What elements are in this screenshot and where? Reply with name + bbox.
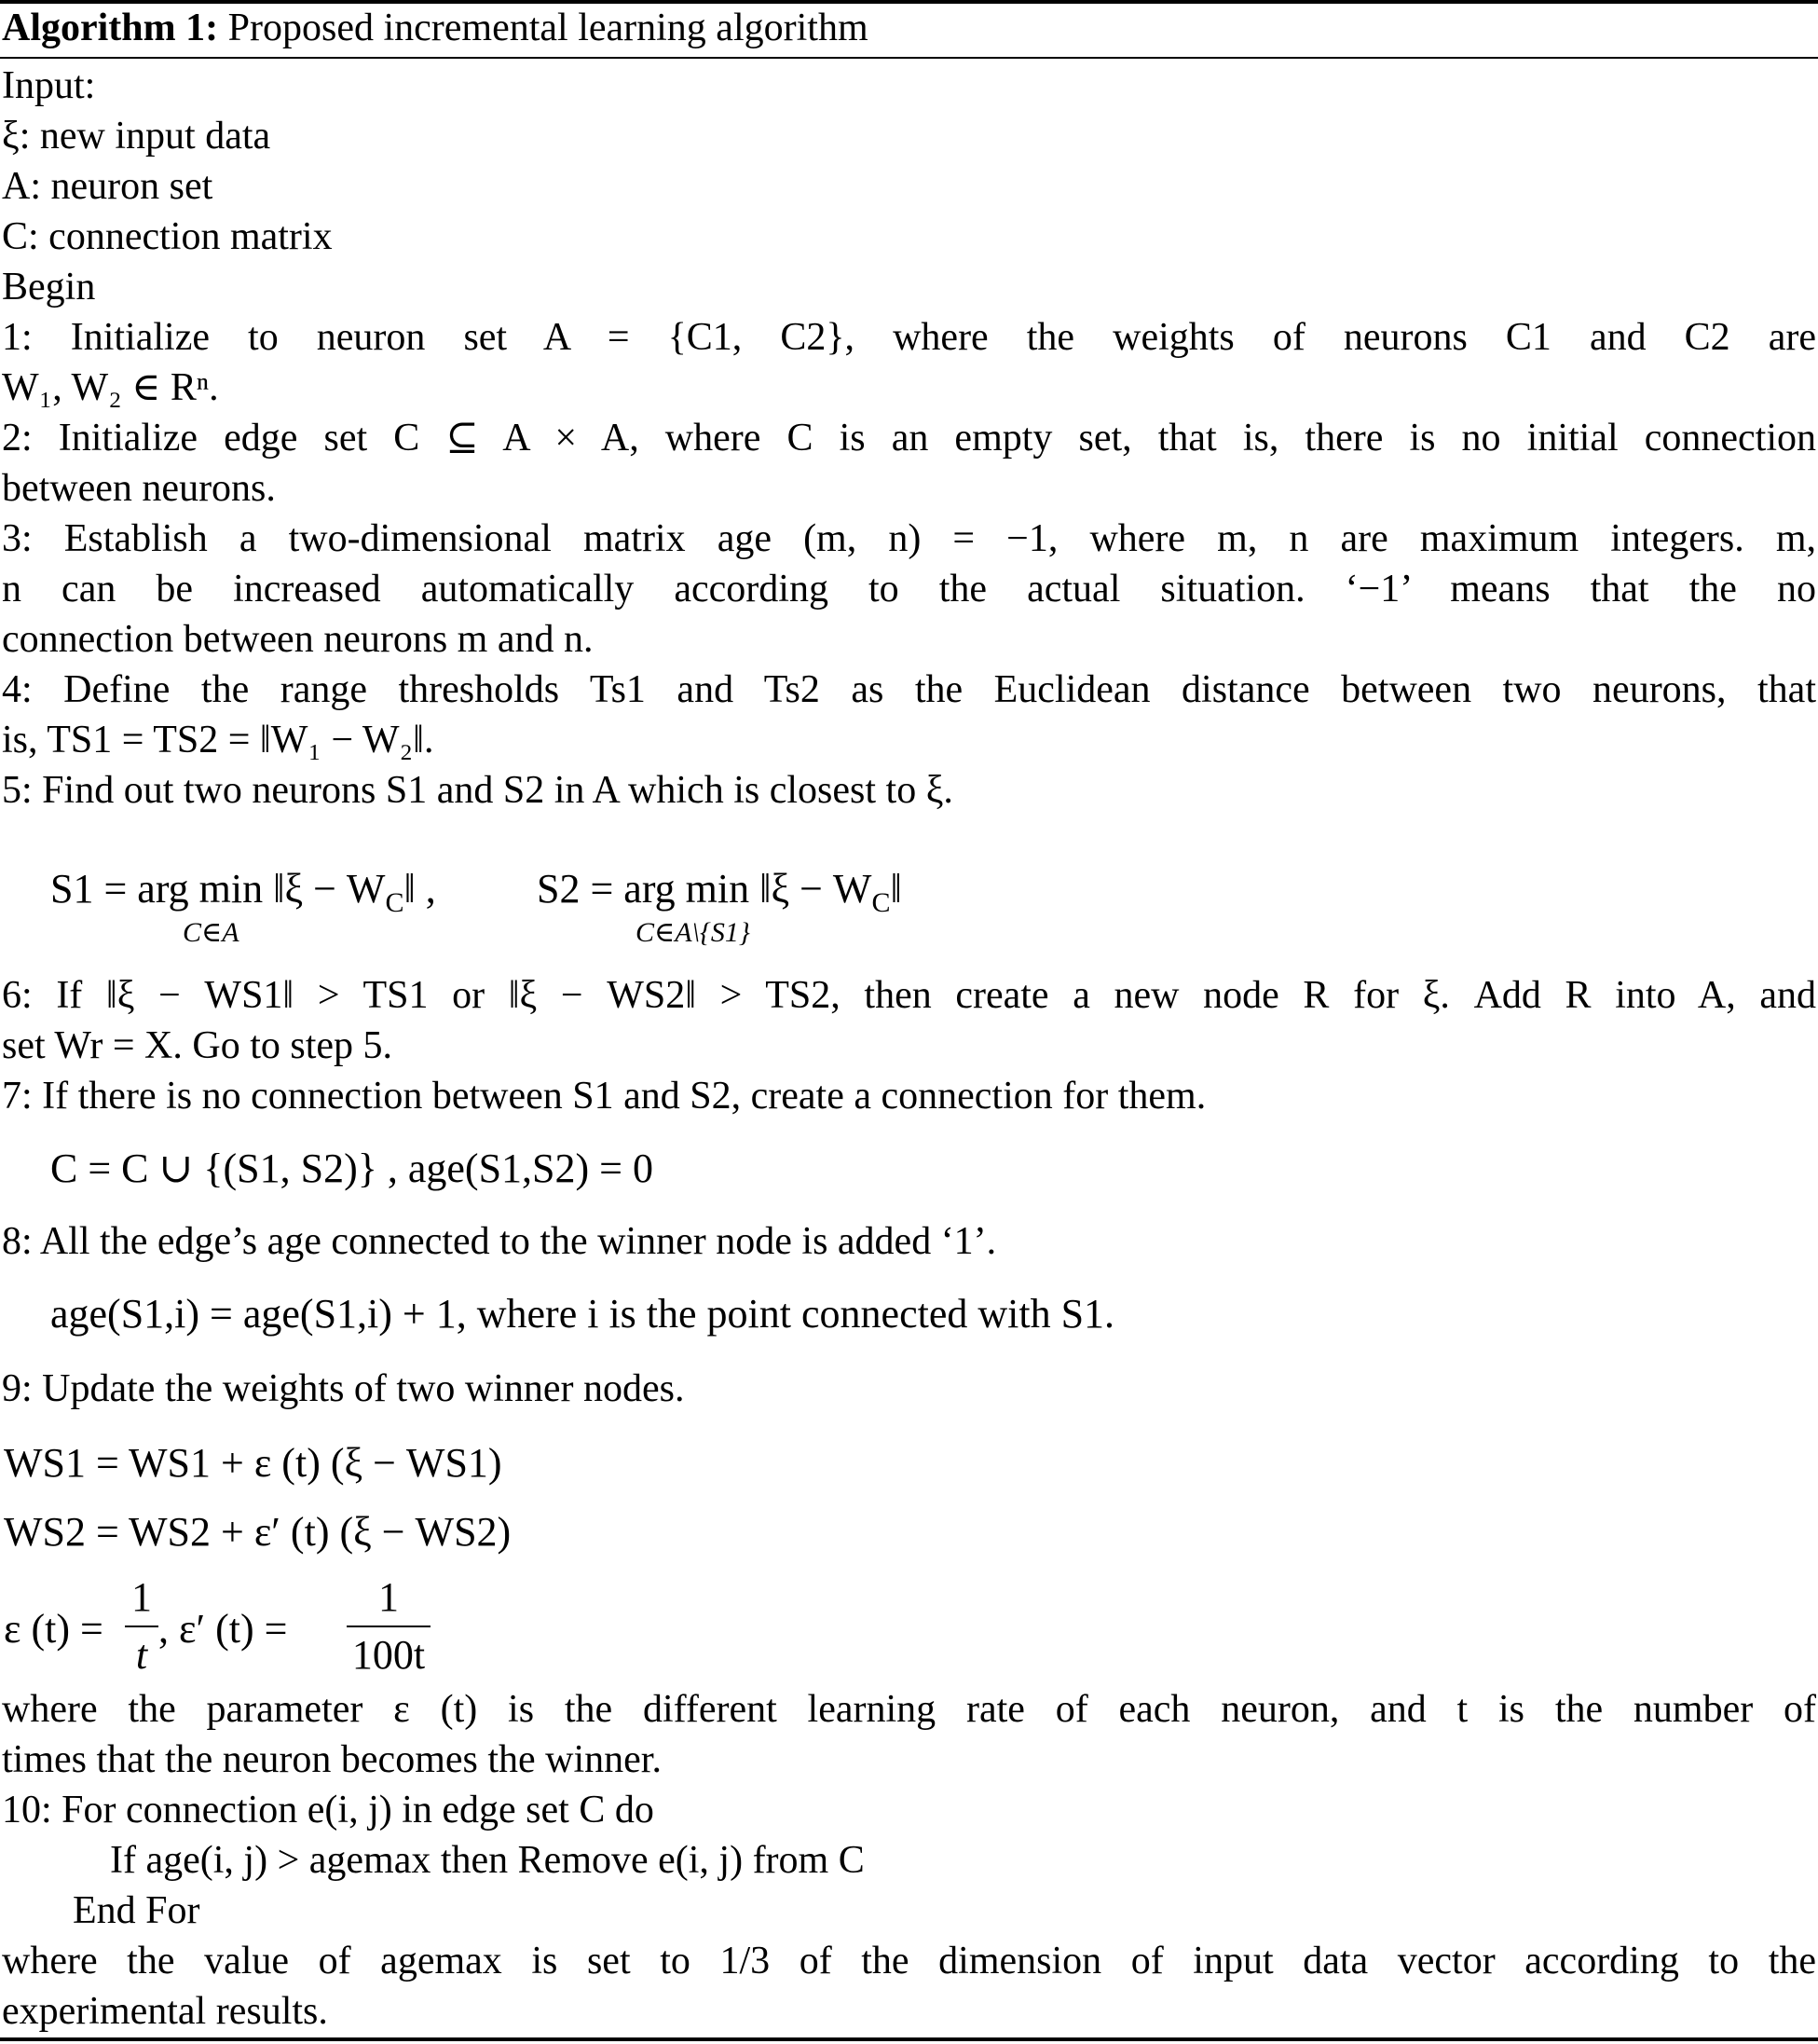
eq-s2-sub: C <box>871 886 891 918</box>
input-label: Input: <box>2 64 96 107</box>
step-3-line-3: connection between neurons m and n. <box>2 618 594 661</box>
step-10-if: If age(i, j) > agemax then Remove e(i, j) from C <box>110 1839 865 1882</box>
step-2-line-1: 2: Initialize edge set C ⊆ A × A, where C is an empty set, that is, there is no initial connection <box>2 417 1816 460</box>
step-2-line-2: between neurons. <box>2 467 276 510</box>
step-5: 5: Find out two neurons S1 and S2 in A which is closest to ξ. <box>2 769 953 812</box>
algorithm-title <box>2 6 868 50</box>
bottom-rule <box>0 2037 1818 2041</box>
step-4-line-1: 4: Define the range thresholds Ts1 and Ts2 as the Euclidean distance between two neurons, that <box>2 668 1816 711</box>
step-1-line-2: W₁, W₂ ∈ Rⁿ. <box>2 366 219 409</box>
equation-s2-subscript: C∈A\{S1} <box>636 917 750 948</box>
final-note-line-1: where the value of agemax is set to 1/3 of the dimension of input data vector according to the <box>2 1940 1816 1982</box>
eq-s1-main: S1 = arg min ‖ξ − W <box>50 866 386 912</box>
step-6-line-1: 6: If ‖ξ − WS1‖ > TS1 or ‖ξ − WS2‖ > TS2, then create a new node R for ξ. Add R into A, and <box>2 974 1816 1017</box>
fraction-1-denominator: t <box>135 1632 148 1678</box>
equation-step-8: age(S1,i) = age(S1,i) + 1, where i is the point connected with S1. <box>50 1291 1115 1337</box>
eq-s1-end: ‖ , <box>403 866 436 912</box>
step-9: 9: Update the weights of two winner nodes. <box>2 1367 685 1410</box>
fraction-1-bar <box>125 1626 158 1627</box>
step-9-where-line-1: where the parameter ε (t) is the different learning rate of each neuron, and t is the number of <box>2 1688 1816 1731</box>
step-10: 10: For connection e(i, j) in edge set C do <box>2 1789 654 1831</box>
final-note-line-2: experimental results. <box>2 1990 328 2033</box>
step-1-line-1: 1: Initialize to neuron set A = {C1, C2}, where the weights of neurons C1 and C2 are <box>2 316 1816 359</box>
fraction-2-bar <box>347 1626 431 1627</box>
input-c: C: connection matrix <box>2 215 333 258</box>
step-3-line-2: n can be increased automatically according to the actual situation. ‘−1’ means that the no <box>2 568 1816 610</box>
fraction-2-numerator: 1 <box>378 1574 399 1620</box>
input-xi: ξ: new input data <box>2 115 271 158</box>
step-4-line-2: is, TS1 = TS2 = ‖W₁ − W₂‖. <box>2 719 434 761</box>
fraction-2-denominator: 100t <box>351 1632 426 1678</box>
step-6-line-2: set Wr = X. Go to step 5. <box>2 1024 393 1067</box>
step-10-end: End For <box>73 1889 200 1932</box>
equation-ws2: WS2 = WS2 + ε′ (t) (ξ − WS2) <box>4 1509 512 1555</box>
algorithm-title-text: Proposed incremental learning algorithm <box>227 7 868 49</box>
eq-s2-main: S2 = arg min ‖ξ − W <box>537 866 872 912</box>
step-7: 7: If there is no connection between S1 and S2, create a connection for them. <box>2 1075 1207 1118</box>
eq-s1-sub: C <box>385 886 404 918</box>
step-9-where-line-2: times that the neuron becomes the winner. <box>2 1738 662 1781</box>
algorithm-label: Algorithm 1: <box>2 7 219 49</box>
header-rule <box>0 57 1818 59</box>
equation-s1-subscript: C∈A <box>183 917 239 948</box>
begin-label: Begin <box>2 266 96 309</box>
equation-ws1: WS1 = WS1 + ε (t) (ξ − WS1) <box>4 1440 502 1486</box>
equation-epsilon-left: ε (t) = <box>4 1606 103 1652</box>
step-8: 8: All the edge’s age connected to the winner node is added ‘1’. <box>2 1220 997 1263</box>
equation-s1 <box>50 867 436 926</box>
equation-epsilon-mid: , ε′ (t) = <box>158 1606 288 1652</box>
step-3-line-1: 3: Establish a two-dimensional matrix age (m, n) = −1, where m, n are maximum integers. m, <box>2 517 1816 560</box>
fraction-1-numerator: 1 <box>131 1574 152 1620</box>
input-a: A: neuron set <box>2 165 213 208</box>
equation-step-7: C = C ∪ {(S1, S2)} , age(S1,S2) = 0 <box>50 1145 653 1191</box>
top-rule <box>0 0 1818 4</box>
eq-s2-end: ‖ <box>890 866 902 912</box>
